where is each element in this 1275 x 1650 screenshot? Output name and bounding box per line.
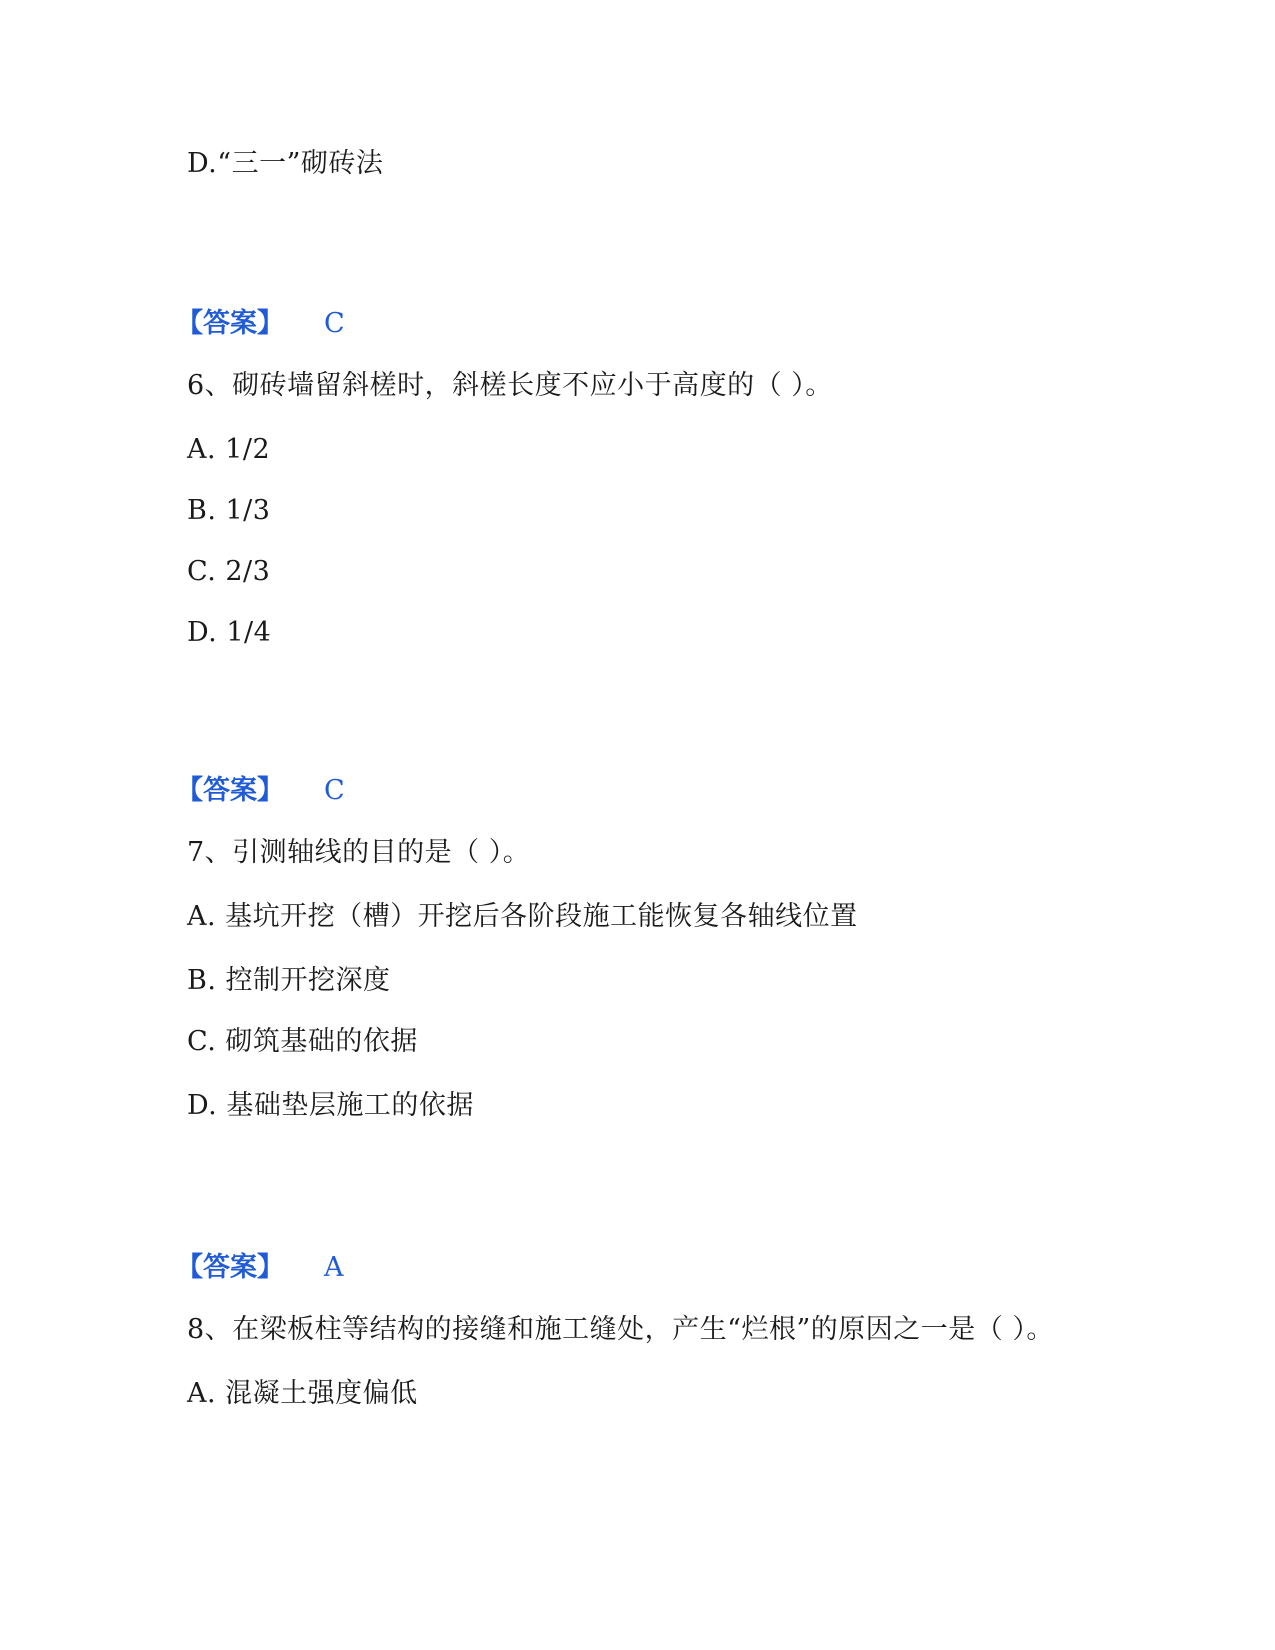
q7-option-b: B. 控制开挖深度 — [187, 965, 391, 996]
answer-value: C — [324, 308, 345, 339]
q7-option-a: A. 基坑开挖（槽）开挖后各阶段施工能恢复各轴线位置 — [187, 901, 858, 932]
q6-option-a: A. 1/2 — [187, 434, 271, 465]
q6-option-b: B. 1/3 — [187, 495, 271, 526]
answer-row-q5 — [176, 307, 345, 341]
q6-option-d: D. 1/4 — [187, 617, 272, 648]
q7-option-c: C. 砌筑基础的依据 — [187, 1026, 418, 1057]
answer-value: C — [324, 775, 345, 806]
q7-question: 7、引测轴线的目的是（ ）。 — [187, 837, 531, 868]
q6-option-c: C. 2/3 — [187, 556, 271, 587]
q5-option-d: D.“三一”砌砖法 — [187, 148, 384, 179]
q7-option-d: D. 基础垫层施工的依据 — [187, 1090, 474, 1121]
q8-question: 8、在梁板柱等结构的接缝和施工缝处，产生“烂根”的原因之一是（ ）。 — [187, 1314, 1054, 1345]
answer-value: A — [324, 1252, 344, 1283]
answer-label: 【答案】 — [176, 1252, 284, 1283]
answer-label: 【答案】 — [176, 308, 284, 339]
q6-question: 6、砌砖墙留斜槎时，斜槎长度不应小于高度的（ ）。 — [187, 370, 833, 401]
answer-row-q7 — [176, 1251, 344, 1285]
q8-option-a: A. 混凝土强度偏低 — [187, 1378, 418, 1409]
answer-row-q6 — [176, 774, 345, 808]
answer-label: 【答案】 — [176, 775, 284, 806]
